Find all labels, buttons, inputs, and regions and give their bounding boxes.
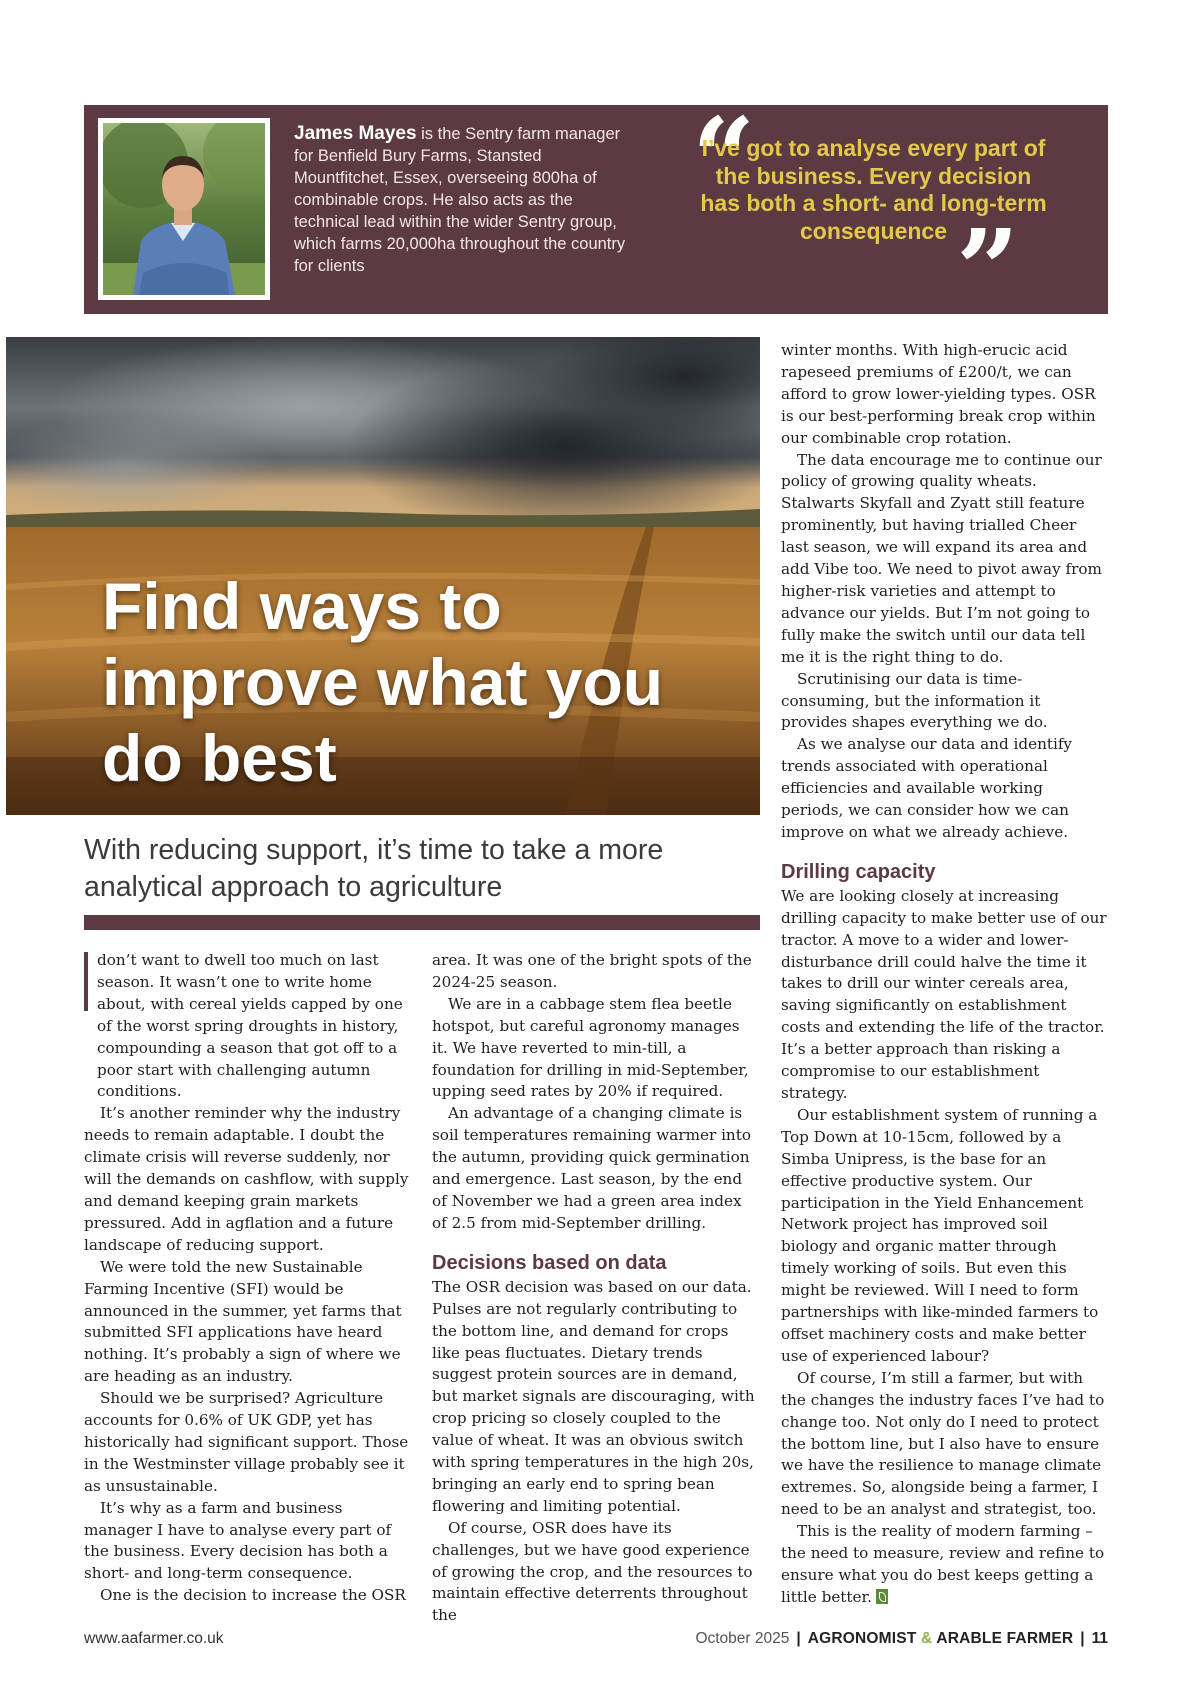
author-bio-text: is the Sentry farm manager for Benfield Bury Farms, Stansted Mountfitchet, Essex, overseeing 800ha of combinable crops. He also acts as the technical lead within the wider Sentry group, which farms 20,000ha throughout the country for clients — [294, 125, 626, 275]
body-column-1 — [84, 950, 410, 1607]
author-bio — [294, 123, 629, 277]
paragraph: The OSR decision was based on our data. Pulses are not regularly contributing to the bottom line, and demand for crops like peas fluctuates. Dietary trends suggest protein sources are in demand, but market signals are discouraging, with crop pricing so closely coupled to the value of wheat. It was an obvious switch with spring temperatures in the high 20s, bringing an early end to spring bean flowering and limiting potential. — [432, 1277, 755, 1515]
body-column-3 — [781, 340, 1107, 1609]
author-name: James Mayes — [294, 123, 417, 144]
page-footer — [84, 1630, 1108, 1654]
paragraph: Of course, I’m still a farmer, but with the changes the industry faces I’ve had to change too. Not only do I need to protect the bottom line, but I also have to ensure we have the resilience to manage climate extremes. So, alongside being a farmer, I need to be an analyst and strategist, too. — [781, 1368, 1105, 1519]
paragraph: winter months. With high-erucic acid rapeseed premiums of £200/t, we can afford to grow lower-yielding types. OSR is our best-performing break crop within our combinable crop rotation. — [781, 341, 1096, 447]
paragraph: As we analyse our data and identify trends associated with operational efficiencies and available working periods, we can consider how we can improve on what we already achieve. — [781, 735, 1073, 841]
paragraph: An advantage of a changing climate is soil temperatures remaining warmer into the autumn, providing quick germination and emergence. Last season, by the end of November we had a green area index of 2.5 from mid-September drilling. — [432, 1104, 751, 1232]
pull-quote: I’ve got to analyse every part of the business. Every decision has both a short- and long-term consequence — [700, 135, 1047, 244]
author-portrait — [98, 118, 270, 300]
paragraph: area. It was one of the bright spots of the 2024-25 season. — [432, 951, 752, 991]
quote-open-icon: “ — [692, 93, 756, 222]
paragraph: We are in a cabbage stem flea beetle hotspot, but careful agronomy manages it. We have reverted to min-till, a foundation for drilling in mid-September, upping seed rates by 20% if required. — [432, 994, 749, 1101]
paragraph: Should we be surprised? Agriculture accounts for 0.6% of UK GDP, yet has historically had significant support. Those in the Westminster village probably see it as unsustainable. — [84, 1389, 409, 1495]
page-number: 11 — [1091, 1630, 1108, 1647]
paragraph: It’s another reminder why the industry needs to remain adaptable. I doubt the climate crisis will reverse suddenly, nor will the demands on cashflow, with supply and demand keeping grain markets pressured. Add in agflation and a future landscape of reducing support. — [84, 1104, 409, 1254]
paragraph: Of course, OSR does have its challenges, but we have good experience of growing the crop, and the resources to maintain effective deterrents throughout the — [432, 1518, 753, 1625]
paragraph: Our establishment system of running a Top Down at 10-15cm, followed by a Simba Unipress, is the base for an effective productive system. Our participation in the Yield Enhancement Network project has improved soil biology and organic matter through timely working of soils. But even this might be reviewed. Will I need to form partnerships with like-minded farmers to offset machinery costs and make better use of experienced labour? — [781, 1105, 1099, 1365]
paragraph: We were told the new Sustainable Farming Incentive (SFI) would be announced in the summer, yet farms that submitted SFI applications have heard nothing. It’s probably a sign of where we are heading as an industry. — [84, 1257, 402, 1386]
brand-name-part2: ARABLE FARMER — [936, 1630, 1074, 1647]
paragraph: We are looking closely at increasing drilling capacity to make better use of our tractor. A move to a wider and lower-disturbance drill could halve the time it takes to drill our winter cereals area, saving significantly on establishment costs and extending the life of the tractor. It’s a better approach than risking a compromise to our establishment strategy. — [781, 886, 1107, 1102]
paragraph: Scrutinising our data is time-consuming, but the information it provides shapes everything we do. — [781, 669, 1048, 732]
subhead-decisions: Decisions based on data — [432, 1251, 667, 1274]
paragraph-text: This is the reality of modern farming – the need to measure, review and refine to ensure what you do best keeps getting a little better. — [781, 1522, 1105, 1606]
section-divider — [84, 915, 760, 930]
paragraph: don’t want to dwell too much on last season. It wasn’t one to write home about, with cereal yields capped by one of the worst spring droughts in history, compounding a season that got off to a poor start with challenging autumn conditions. — [97, 951, 403, 1101]
brand-name-part1: AGRONOMIST — [807, 1630, 917, 1647]
paragraph: The data encourage me to continue our policy of growing quality wheats. Stalwarts Skyfall and Zyatt still feature prominently, but having trialled Cheer last season, we will expand its area and add Vibe too. We need to pivot away from higher-risk varieties and attempt to advance our yields. But I’m not going to fully make the switch until our data tell me it is the right thing to do. — [781, 450, 1102, 666]
opening-paragraph — [84, 950, 410, 1103]
quote-close-icon: ” — [956, 205, 1020, 334]
footer-separator: | — [796, 1630, 801, 1647]
leaf-end-icon — [876, 1589, 888, 1604]
headline: Find ways to improve what you do best — [102, 569, 664, 795]
paragraph: One is the decision to increase the OSR — [100, 1586, 406, 1605]
brand-ampersand: & — [920, 1630, 933, 1647]
footer-separator-2: | — [1080, 1630, 1085, 1647]
website-link[interactable]: www.aafarmer.co.uk — [84, 1630, 224, 1647]
author-panel — [84, 93, 1108, 334]
footer-masthead — [695, 1630, 1108, 1648]
drop-cap-bar — [84, 952, 88, 1011]
standfirst: With reducing support, it’s time to take a more analytical approach to agriculture — [84, 834, 664, 903]
issue-date: October 2025 — [695, 1630, 790, 1647]
author-portrait-image — [103, 123, 265, 295]
paragraph: It’s why as a farm and business manager I have to analyse every part of the business. Every decision has both a short- and long-term consequence. — [84, 1498, 392, 1583]
subhead-drilling: Drilling capacity — [781, 860, 936, 883]
final-paragraph — [781, 1521, 1107, 1609]
body-column-2 — [432, 950, 760, 1627]
